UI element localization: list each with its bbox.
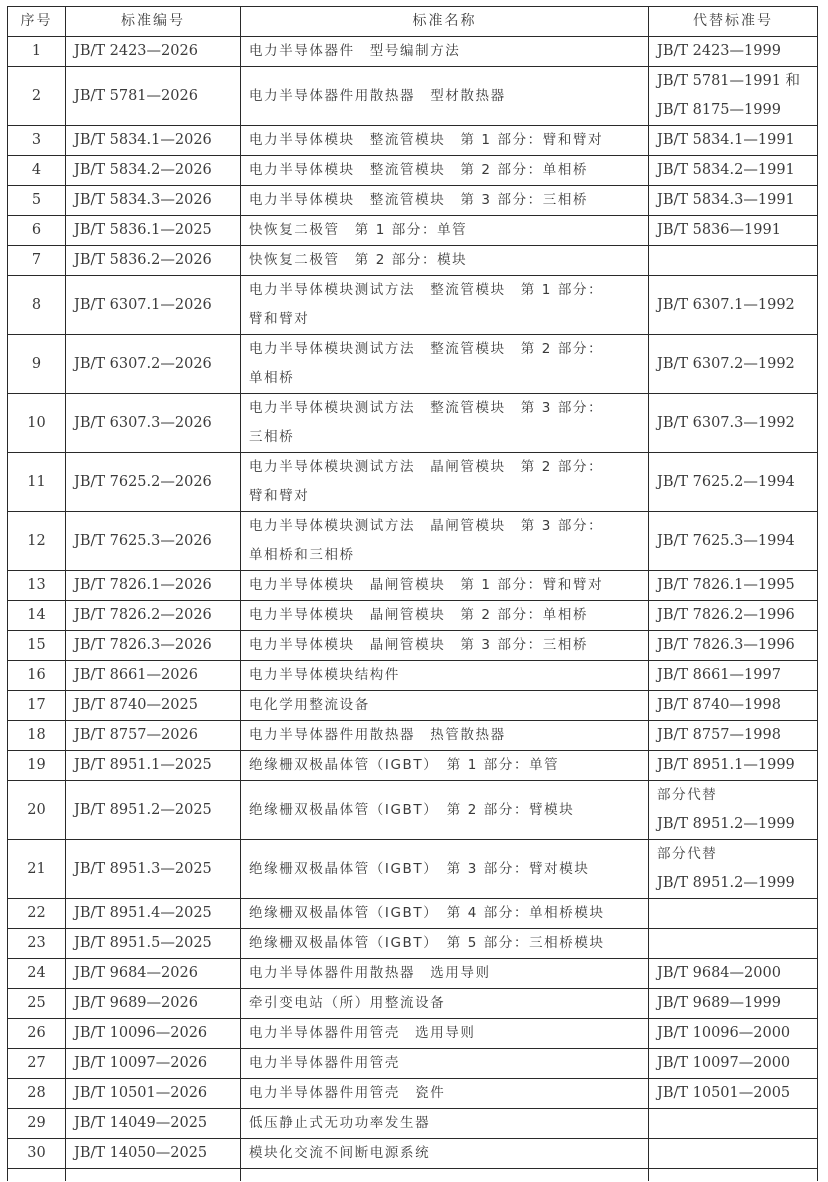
standard-code-cell: JB/T 9684—2026 (66, 959, 241, 989)
standard-code-cell: JB/T 8757—2026 (66, 721, 241, 751)
standard-name-line: 电力半导体模块 晶闸管模块 第 1 部分：臂和臂对 (249, 577, 604, 593)
standard-code-cell: JB/T 7826.1—2026 (66, 571, 241, 601)
serial-number-cell: 18 (8, 721, 66, 751)
standard-name-line: 快恢复二极管 第 2 部分：模块 (249, 252, 468, 268)
standard-code-cell: JB/T 10097—2026 (66, 1049, 241, 1079)
header-standard-name: 标准名称 (241, 7, 649, 37)
table-row (8, 335, 818, 394)
serial-number-cell: 11 (8, 453, 66, 512)
standard-code-cell: JB/T 6307.1—2026 (66, 276, 241, 335)
standard-name-cell (241, 929, 649, 959)
empty-cell (8, 1169, 66, 1182)
standard-name-cell (241, 571, 649, 601)
standard-name-line: 电力半导体模块 整流管模块 第 2 部分：单相桥 (249, 162, 589, 178)
serial-number-cell: 7 (8, 246, 66, 276)
empty-cell (649, 1169, 818, 1182)
serial-number-cell: 28 (8, 1079, 66, 1109)
replaced-standard-line: JB/T 8175—1999 (657, 102, 781, 118)
table-row (8, 989, 818, 1019)
header-serial-number: 序号 (8, 7, 66, 37)
standard-name-cell (241, 840, 649, 899)
replaced-standard-line: JB/T 6307.1—1992 (657, 296, 795, 313)
replaced-standard-line: JB/T 5781—1991 和 (657, 73, 801, 89)
standard-code-cell: JB/T 8951.4—2025 (66, 899, 241, 929)
serial-number-cell: 13 (8, 571, 66, 601)
serial-number-cell: 22 (8, 899, 66, 929)
serial-number-cell: 25 (8, 989, 66, 1019)
replaced-standard-cell (649, 276, 818, 335)
standard-code-cell: JB/T 7625.3—2026 (66, 512, 241, 571)
standard-name-line: 电力半导体模块测试方法 晶闸管模块 第 2 部分： (249, 459, 604, 475)
standard-name-cell (241, 721, 649, 751)
table-row (8, 512, 818, 571)
replaced-standard-cell (649, 335, 818, 394)
table-row (8, 959, 818, 989)
serial-number-cell: 5 (8, 186, 66, 216)
standard-name-cell (241, 512, 649, 571)
standard-code-cell: JB/T 6307.3—2026 (66, 394, 241, 453)
empty-cell (66, 1169, 241, 1182)
standard-name-cell (241, 216, 649, 246)
replaced-standard-cell (649, 1139, 818, 1169)
serial-number-cell: 15 (8, 631, 66, 661)
serial-number-cell: 12 (8, 512, 66, 571)
standard-code-cell: JB/T 5836.2—2026 (66, 246, 241, 276)
standard-name-cell (241, 601, 649, 631)
replaced-standard-line: JB/T 6307.2—1992 (657, 355, 795, 372)
serial-number-cell: 30 (8, 1139, 66, 1169)
table-row (8, 601, 818, 631)
table-row (8, 216, 818, 246)
serial-number-cell: 17 (8, 691, 66, 721)
header-replaced-standard: 代替标准号 (649, 7, 818, 37)
standard-name-line: 单相桥和三相桥 (249, 547, 355, 563)
replaced-standard-cell (649, 1079, 818, 1109)
standard-code-cell: JB/T 5781—2026 (66, 67, 241, 126)
serial-number-cell: 19 (8, 751, 66, 781)
replaced-standard-cell (649, 453, 818, 512)
replaced-standard-line: JB/T 8661—1997 (657, 667, 781, 683)
replaced-standard-line: 部分代替 (657, 846, 718, 862)
replaced-standard-cell (649, 37, 818, 67)
standard-code-cell: JB/T 7826.3—2026 (66, 631, 241, 661)
table-row (8, 67, 818, 126)
replaced-standard-line: JB/T 8951.1—1999 (657, 757, 795, 773)
standard-name-line: 模块化交流不间断电源系统 (249, 1145, 431, 1161)
serial-number-cell: 27 (8, 1049, 66, 1079)
standard-name-cell (241, 246, 649, 276)
standard-code-cell: JB/T 10501—2026 (66, 1079, 241, 1109)
standards-table (7, 6, 818, 1181)
table-row (8, 721, 818, 751)
standard-name-cell (241, 1139, 649, 1169)
standard-name-line: 电力半导体模块测试方法 整流管模块 第 1 部分： (249, 282, 604, 298)
standard-name-line: 电力半导体模块结构件 (249, 667, 400, 683)
replaced-standard-cell (649, 156, 818, 186)
serial-number-cell: 10 (8, 394, 66, 453)
serial-number-cell: 20 (8, 781, 66, 840)
replaced-standard-cell (649, 512, 818, 571)
table-row (8, 453, 818, 512)
standard-name-line: 电力半导体模块 整流管模块 第 1 部分：臂和臂对 (249, 132, 604, 148)
replaced-standard-cell (649, 781, 818, 840)
standard-name-line: 电力半导体器件用散热器 型材散热器 (249, 87, 506, 104)
standard-name-line: 绝缘栅双极晶体管（IGBT） 第 3 部分：臂对模块 (249, 860, 590, 877)
replaced-standard-cell (649, 186, 818, 216)
standard-name-cell (241, 126, 649, 156)
serial-number-cell: 14 (8, 601, 66, 631)
table-row (8, 1019, 818, 1049)
standard-code-cell: JB/T 7826.2—2026 (66, 601, 241, 631)
replaced-standard-cell (649, 899, 818, 929)
replaced-standard-line: JB/T 6307.3—1992 (657, 414, 795, 431)
standard-code-cell: JB/T 5834.1—2026 (66, 126, 241, 156)
replaced-standard-cell (649, 571, 818, 601)
replaced-standard-cell (649, 67, 818, 126)
standard-name-line: 电化学用整流设备 (249, 697, 370, 713)
standard-name-cell (241, 989, 649, 1019)
standard-code-cell: JB/T 6307.2—2026 (66, 335, 241, 394)
standard-name-cell (241, 186, 649, 216)
standard-name-line: 电力半导体器件用散热器 选用导则 (249, 965, 491, 981)
standard-name-cell (241, 335, 649, 394)
standard-code-cell: JB/T 7625.2—2026 (66, 453, 241, 512)
replaced-standard-line: JB/T 5834.2—1991 (657, 162, 795, 178)
replaced-standard-cell (649, 959, 818, 989)
replaced-standard-cell (649, 929, 818, 959)
replaced-standard-line: JB/T 10501—2005 (657, 1085, 791, 1101)
replaced-standard-line: JB/T 5834.3—1991 (657, 192, 795, 208)
standard-name-line: 绝缘栅双极晶体管（IGBT） 第 4 部分：单相桥模块 (249, 905, 605, 921)
replaced-standard-cell (649, 989, 818, 1019)
standard-name-line: 单相桥 (249, 370, 295, 386)
standard-name-cell (241, 453, 649, 512)
replaced-standard-line: JB/T 8757—1998 (657, 727, 781, 743)
serial-number-cell: 23 (8, 929, 66, 959)
replaced-standard-line: JB/T 7826.1—1995 (657, 577, 795, 593)
standard-name-cell (241, 1079, 649, 1109)
table-body (8, 37, 818, 1182)
replaced-standard-line: JB/T 8951.2—1999 (657, 875, 795, 891)
serial-number-cell: 1 (8, 37, 66, 67)
replaced-standard-cell (649, 216, 818, 246)
standard-name-cell (241, 394, 649, 453)
standard-name-line: 电力半导体器件 型号编制方法 (249, 43, 461, 59)
standard-name-cell (241, 631, 649, 661)
standard-name-line: 电力半导体器件用散热器 热管散热器 (249, 727, 506, 743)
standard-code-cell: JB/T 8661—2026 (66, 661, 241, 691)
table-row (8, 1049, 818, 1079)
replaced-standard-line: JB/T 10097—2000 (657, 1055, 791, 1071)
standard-name-cell (241, 661, 649, 691)
standard-name-line: 绝缘栅双极晶体管（IGBT） 第 5 部分：三相桥模块 (249, 935, 605, 951)
standard-name-cell (241, 781, 649, 840)
replaced-standard-line: JB/T 8951.2—1999 (657, 816, 795, 832)
serial-number-cell: 29 (8, 1109, 66, 1139)
replaced-standard-cell (649, 601, 818, 631)
table-row (8, 840, 818, 899)
standard-code-cell: JB/T 8951.5—2025 (66, 929, 241, 959)
replaced-standard-cell (649, 1019, 818, 1049)
standard-name-cell (241, 67, 649, 126)
replaced-standard-line: JB/T 7826.2—1996 (657, 607, 795, 623)
table-row (8, 661, 818, 691)
standard-code-cell: JB/T 14049—2025 (66, 1109, 241, 1139)
table-row (8, 1139, 818, 1169)
replaced-standard-cell (649, 691, 818, 721)
table-row (8, 929, 818, 959)
standard-name-cell (241, 156, 649, 186)
table-row (8, 186, 818, 216)
standard-name-cell (241, 1049, 649, 1079)
standard-name-cell (241, 276, 649, 335)
table-row (8, 1109, 818, 1139)
replaced-standard-line: JB/T 9689—1999 (657, 995, 781, 1011)
serial-number-cell: 4 (8, 156, 66, 186)
serial-number-cell: 3 (8, 126, 66, 156)
standard-name-line: 电力半导体模块 整流管模块 第 3 部分：三相桥 (249, 192, 589, 208)
standard-name-cell (241, 899, 649, 929)
table-row (8, 276, 818, 335)
serial-number-cell: 8 (8, 276, 66, 335)
standard-name-line: 臂和臂对 (249, 488, 310, 504)
replaced-standard-line: JB/T 7625.2—1994 (657, 473, 795, 490)
serial-number-cell: 6 (8, 216, 66, 246)
standard-name-line: 臂和臂对 (249, 311, 310, 327)
table-row-cut-off (8, 1169, 818, 1182)
standard-code-cell: JB/T 10096—2026 (66, 1019, 241, 1049)
standard-name-cell (241, 691, 649, 721)
replaced-standard-line: JB/T 7826.3—1996 (657, 637, 795, 653)
replaced-standard-cell (649, 1109, 818, 1139)
standard-name-line: 电力半导体器件用管壳 (249, 1055, 400, 1071)
table-row (8, 1079, 818, 1109)
empty-cell (241, 1169, 649, 1182)
table-row (8, 691, 818, 721)
table-row (8, 156, 818, 186)
replaced-standard-cell (649, 751, 818, 781)
standard-name-line: 电力半导体器件用管壳 瓷件 (249, 1085, 446, 1101)
standard-name-line: 电力半导体模块测试方法 整流管模块 第 3 部分： (249, 400, 604, 416)
replaced-standard-cell (649, 246, 818, 276)
table-row (8, 631, 818, 661)
standard-name-cell (241, 1019, 649, 1049)
serial-number-cell: 24 (8, 959, 66, 989)
table-header-row (8, 7, 818, 37)
table-row (8, 246, 818, 276)
standard-code-cell: JB/T 5834.3—2026 (66, 186, 241, 216)
replaced-standard-line: JB/T 9684—2000 (657, 965, 781, 981)
standard-code-cell: JB/T 2423—2026 (66, 37, 241, 67)
standard-name-line: 电力半导体模块测试方法 晶闸管模块 第 3 部分： (249, 518, 604, 534)
standard-name-cell (241, 959, 649, 989)
standard-code-cell: JB/T 5836.1—2025 (66, 216, 241, 246)
standard-name-line: 绝缘栅双极晶体管（IGBT） 第 1 部分：单管 (249, 757, 560, 773)
serial-number-cell: 2 (8, 67, 66, 126)
serial-number-cell: 26 (8, 1019, 66, 1049)
replaced-standard-cell (649, 126, 818, 156)
standard-name-line: 三相桥 (249, 429, 295, 445)
standard-name-line: 快恢复二极管 第 1 部分：单管 (249, 222, 468, 238)
standard-code-cell: JB/T 5834.2—2026 (66, 156, 241, 186)
standard-code-cell: JB/T 8740—2025 (66, 691, 241, 721)
replaced-standard-cell (649, 840, 818, 899)
table-row (8, 37, 818, 67)
replaced-standard-line: JB/T 10096—2000 (657, 1025, 791, 1041)
serial-number-cell: 21 (8, 840, 66, 899)
table-row (8, 751, 818, 781)
table-row (8, 781, 818, 840)
replaced-standard-cell (649, 661, 818, 691)
standard-name-cell (241, 751, 649, 781)
standard-code-cell: JB/T 8951.3—2025 (66, 840, 241, 899)
serial-number-cell: 16 (8, 661, 66, 691)
replaced-standard-cell (649, 631, 818, 661)
standard-name-line: 电力半导体模块测试方法 整流管模块 第 2 部分： (249, 341, 604, 357)
replaced-standard-cell (649, 394, 818, 453)
table-row (8, 571, 818, 601)
standard-code-cell: JB/T 8951.1—2025 (66, 751, 241, 781)
table-row (8, 899, 818, 929)
replaced-standard-line: JB/T 8740—1998 (657, 697, 781, 713)
table-row (8, 126, 818, 156)
header-standard-code: 标准编号 (66, 7, 241, 37)
replaced-standard-line: JB/T 5834.1—1991 (657, 132, 795, 148)
standard-name-line: 绝缘栅双极晶体管（IGBT） 第 2 部分：臂模块 (249, 801, 575, 818)
replaced-standard-line: JB/T 7625.3—1994 (657, 532, 795, 549)
standard-name-cell (241, 37, 649, 67)
standard-code-cell: JB/T 9689—2026 (66, 989, 241, 1019)
document-page (7, 6, 817, 1181)
replaced-standard-line: JB/T 5836—1991 (657, 222, 781, 238)
table-row (8, 394, 818, 453)
standard-name-cell (241, 1109, 649, 1139)
replaced-standard-cell (649, 1049, 818, 1079)
replaced-standard-cell (649, 721, 818, 751)
replaced-standard-line: 部分代替 (657, 787, 718, 803)
replaced-standard-line: JB/T 2423—1999 (657, 43, 781, 59)
standard-code-cell: JB/T 14050—2025 (66, 1139, 241, 1169)
standard-name-line: 电力半导体模块 晶闸管模块 第 2 部分：单相桥 (249, 607, 589, 623)
serial-number-cell: 9 (8, 335, 66, 394)
standard-name-line: 电力半导体器件用管壳 选用导则 (249, 1025, 476, 1041)
standard-name-line: 电力半导体模块 晶闸管模块 第 3 部分：三相桥 (249, 637, 589, 653)
standard-name-line: 牵引变电站（所）用整流设备 (249, 995, 446, 1011)
standard-code-cell: JB/T 8951.2—2025 (66, 781, 241, 840)
standard-name-line: 低压静止式无功功率发生器 (249, 1115, 431, 1131)
